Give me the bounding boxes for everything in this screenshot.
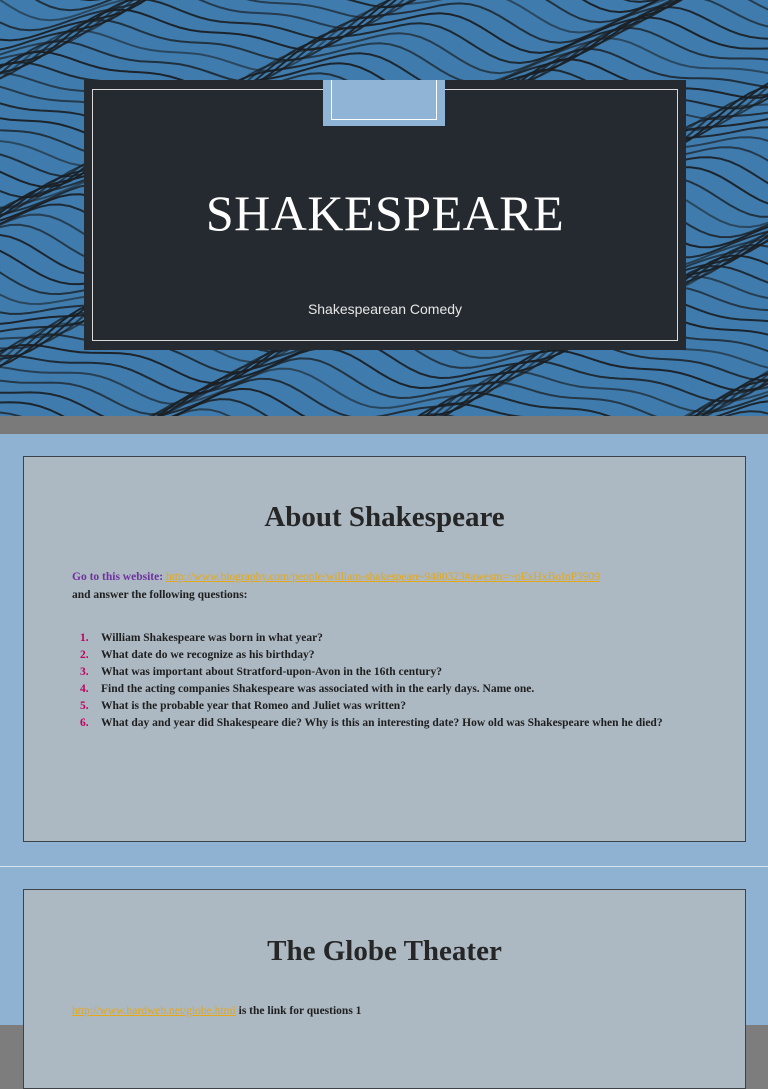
slide-title: SHAKESPEARE [205,185,565,241]
question-list [72,630,712,732]
title-box [84,80,686,350]
list-item: 5. What is the probable year that Romeo and Juliet was written? [80,700,406,712]
globe-link[interactable]: http://www.bardweb.net/globe.html [72,1005,236,1017]
biography-link[interactable]: http://www.biography.com/people/william-shakespeare-9480323#awesm=~oExHxBoInP3909 [165,571,601,583]
title-slide [0,0,768,416]
globe-link-line [72,1005,361,1017]
list-item: 3. What was important about Stratford-upon-Avon in the 16th century? [80,666,442,678]
instruction-text: and answer the following questions: [72,589,248,601]
list-item: 1. William Shakespeare was born in what year? [80,632,323,644]
list-item: 6. What day and year did Shakespeare die? Why is this an interesting date? How old was Shakespeare when he died? [80,717,663,729]
goto-label: Go to this website: [72,571,164,583]
about-panel [23,456,746,842]
globe-link-suffix: is the link for questions 1 [235,1005,362,1017]
slide-subtitle: Shakespearean Comedy [307,301,463,317]
globe-slide [0,866,768,1025]
slide-separator [0,416,768,434]
globe-heading: The Globe Theater [267,935,502,967]
about-slide [0,434,768,866]
about-heading: About Shakespeare [264,501,505,533]
list-item: 2. What date do we recognize as his birthday? [80,649,315,661]
globe-panel [23,889,746,1089]
list-item: 4. Find the acting companies Shakespeare was associated with in the early days. Name one. [80,683,535,695]
goto-line [72,571,600,583]
title-tab-accent [323,80,445,126]
